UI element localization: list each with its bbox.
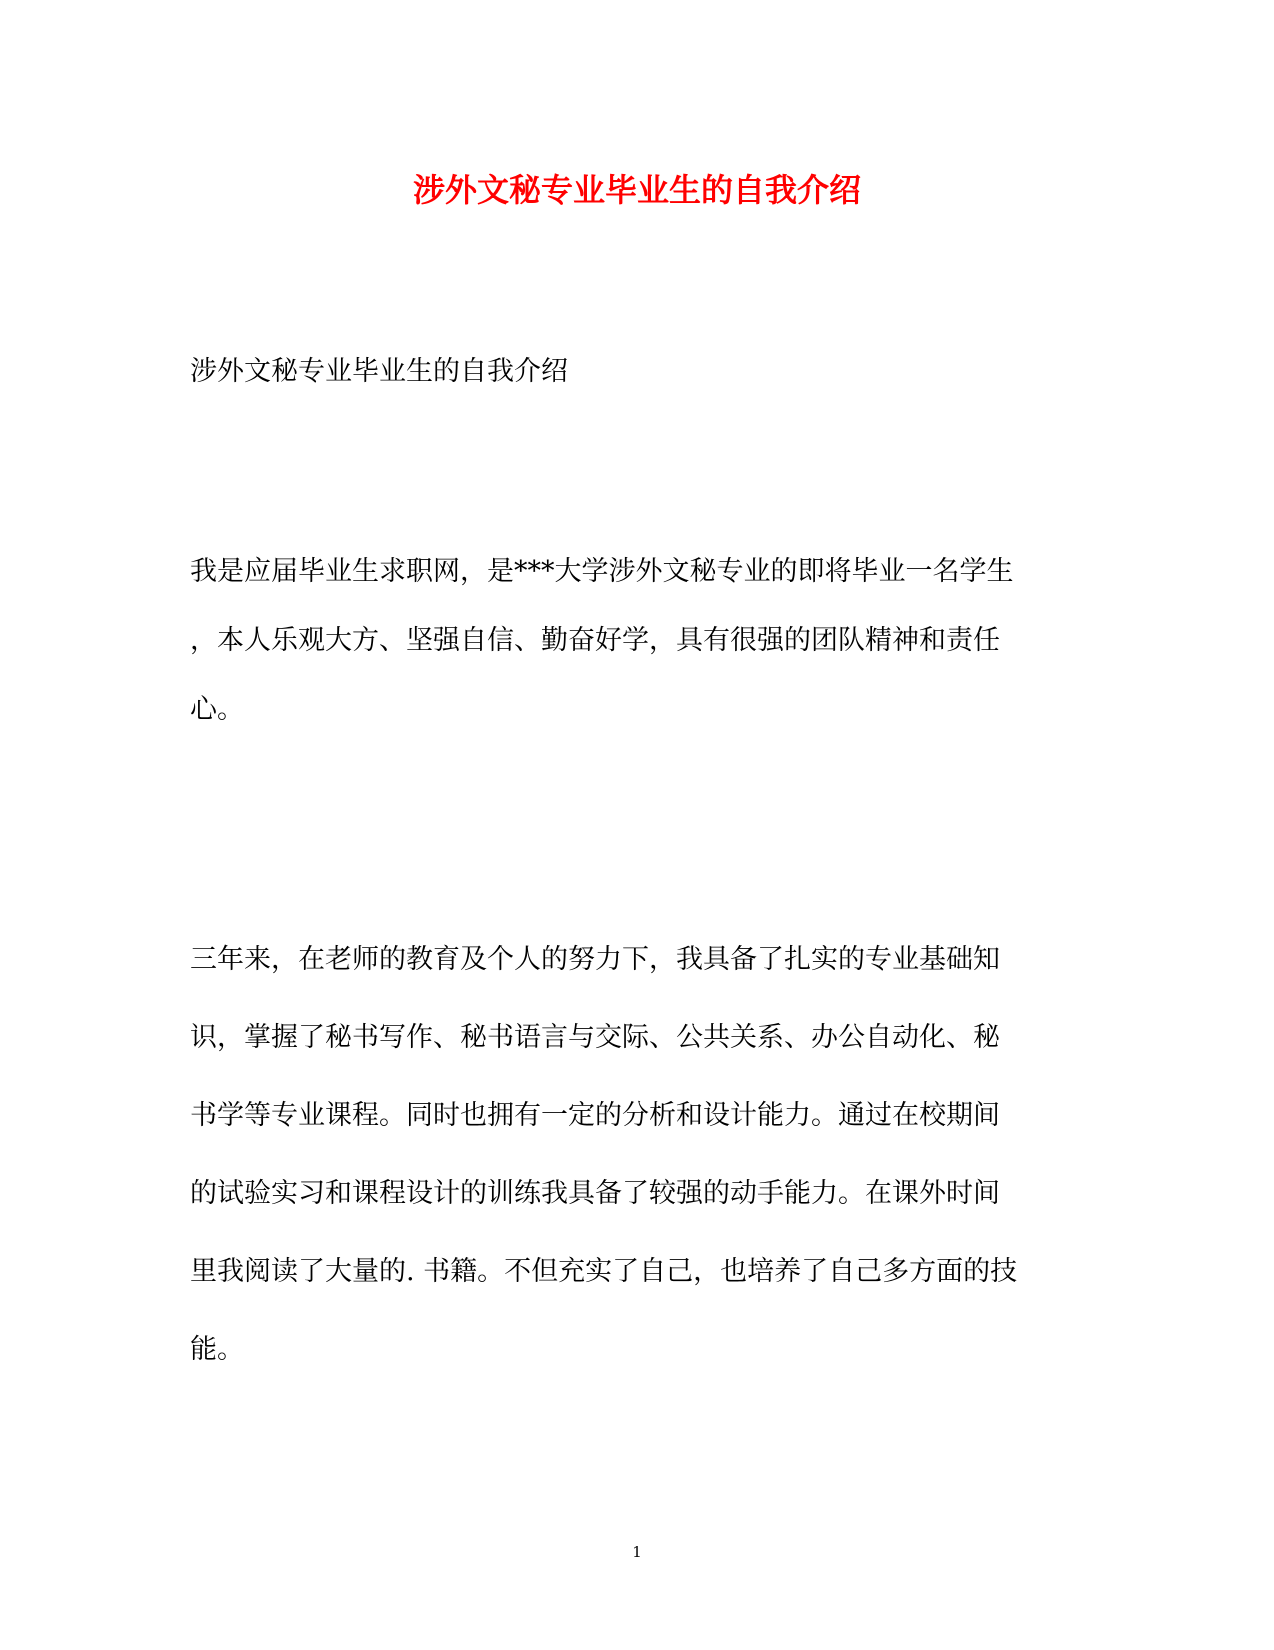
paragraph-line: 能。 [190, 1334, 244, 1365]
paragraph-line: 三年来，在老师的教育及个人的努力下，我具备了扎实的专业基础知 [190, 944, 1000, 975]
paragraph-line: 里我阅读了大量的. 书籍。不但充实了自己，也培养了自己多方面的技 [190, 1256, 1018, 1287]
page-number: 1 [632, 1543, 642, 1561]
document-title: 涉外文秘专业毕业生的自我介绍 [412, 171, 861, 209]
paragraph-line: 识，掌握了秘书写作、秘书语言与交际、公共关系、办公自动化、秘 [190, 1022, 1000, 1053]
paragraph-line: 的试验实习和课程设计的训练我具备了较强的动手能力。在课外时间 [190, 1178, 1000, 1209]
paragraph-line: ，本人乐观大方、坚强自信、勤奋好学，具有很强的团队精神和责任 [190, 625, 1000, 656]
paragraph-intro [190, 554, 1090, 728]
document-subtitle: 涉外文秘专业毕业生的自我介绍 [190, 356, 568, 387]
paragraph-line: 我是应届毕业生求职网，是***大学涉外文秘专业的即将毕业一名学生 [190, 556, 1014, 587]
paragraph-study [190, 942, 1090, 1368]
paragraph-line: 书学等专业课程。同时也拥有一定的分析和设计能力。通过在校期间 [190, 1100, 1000, 1131]
paragraph-line: 心。 [190, 694, 244, 725]
